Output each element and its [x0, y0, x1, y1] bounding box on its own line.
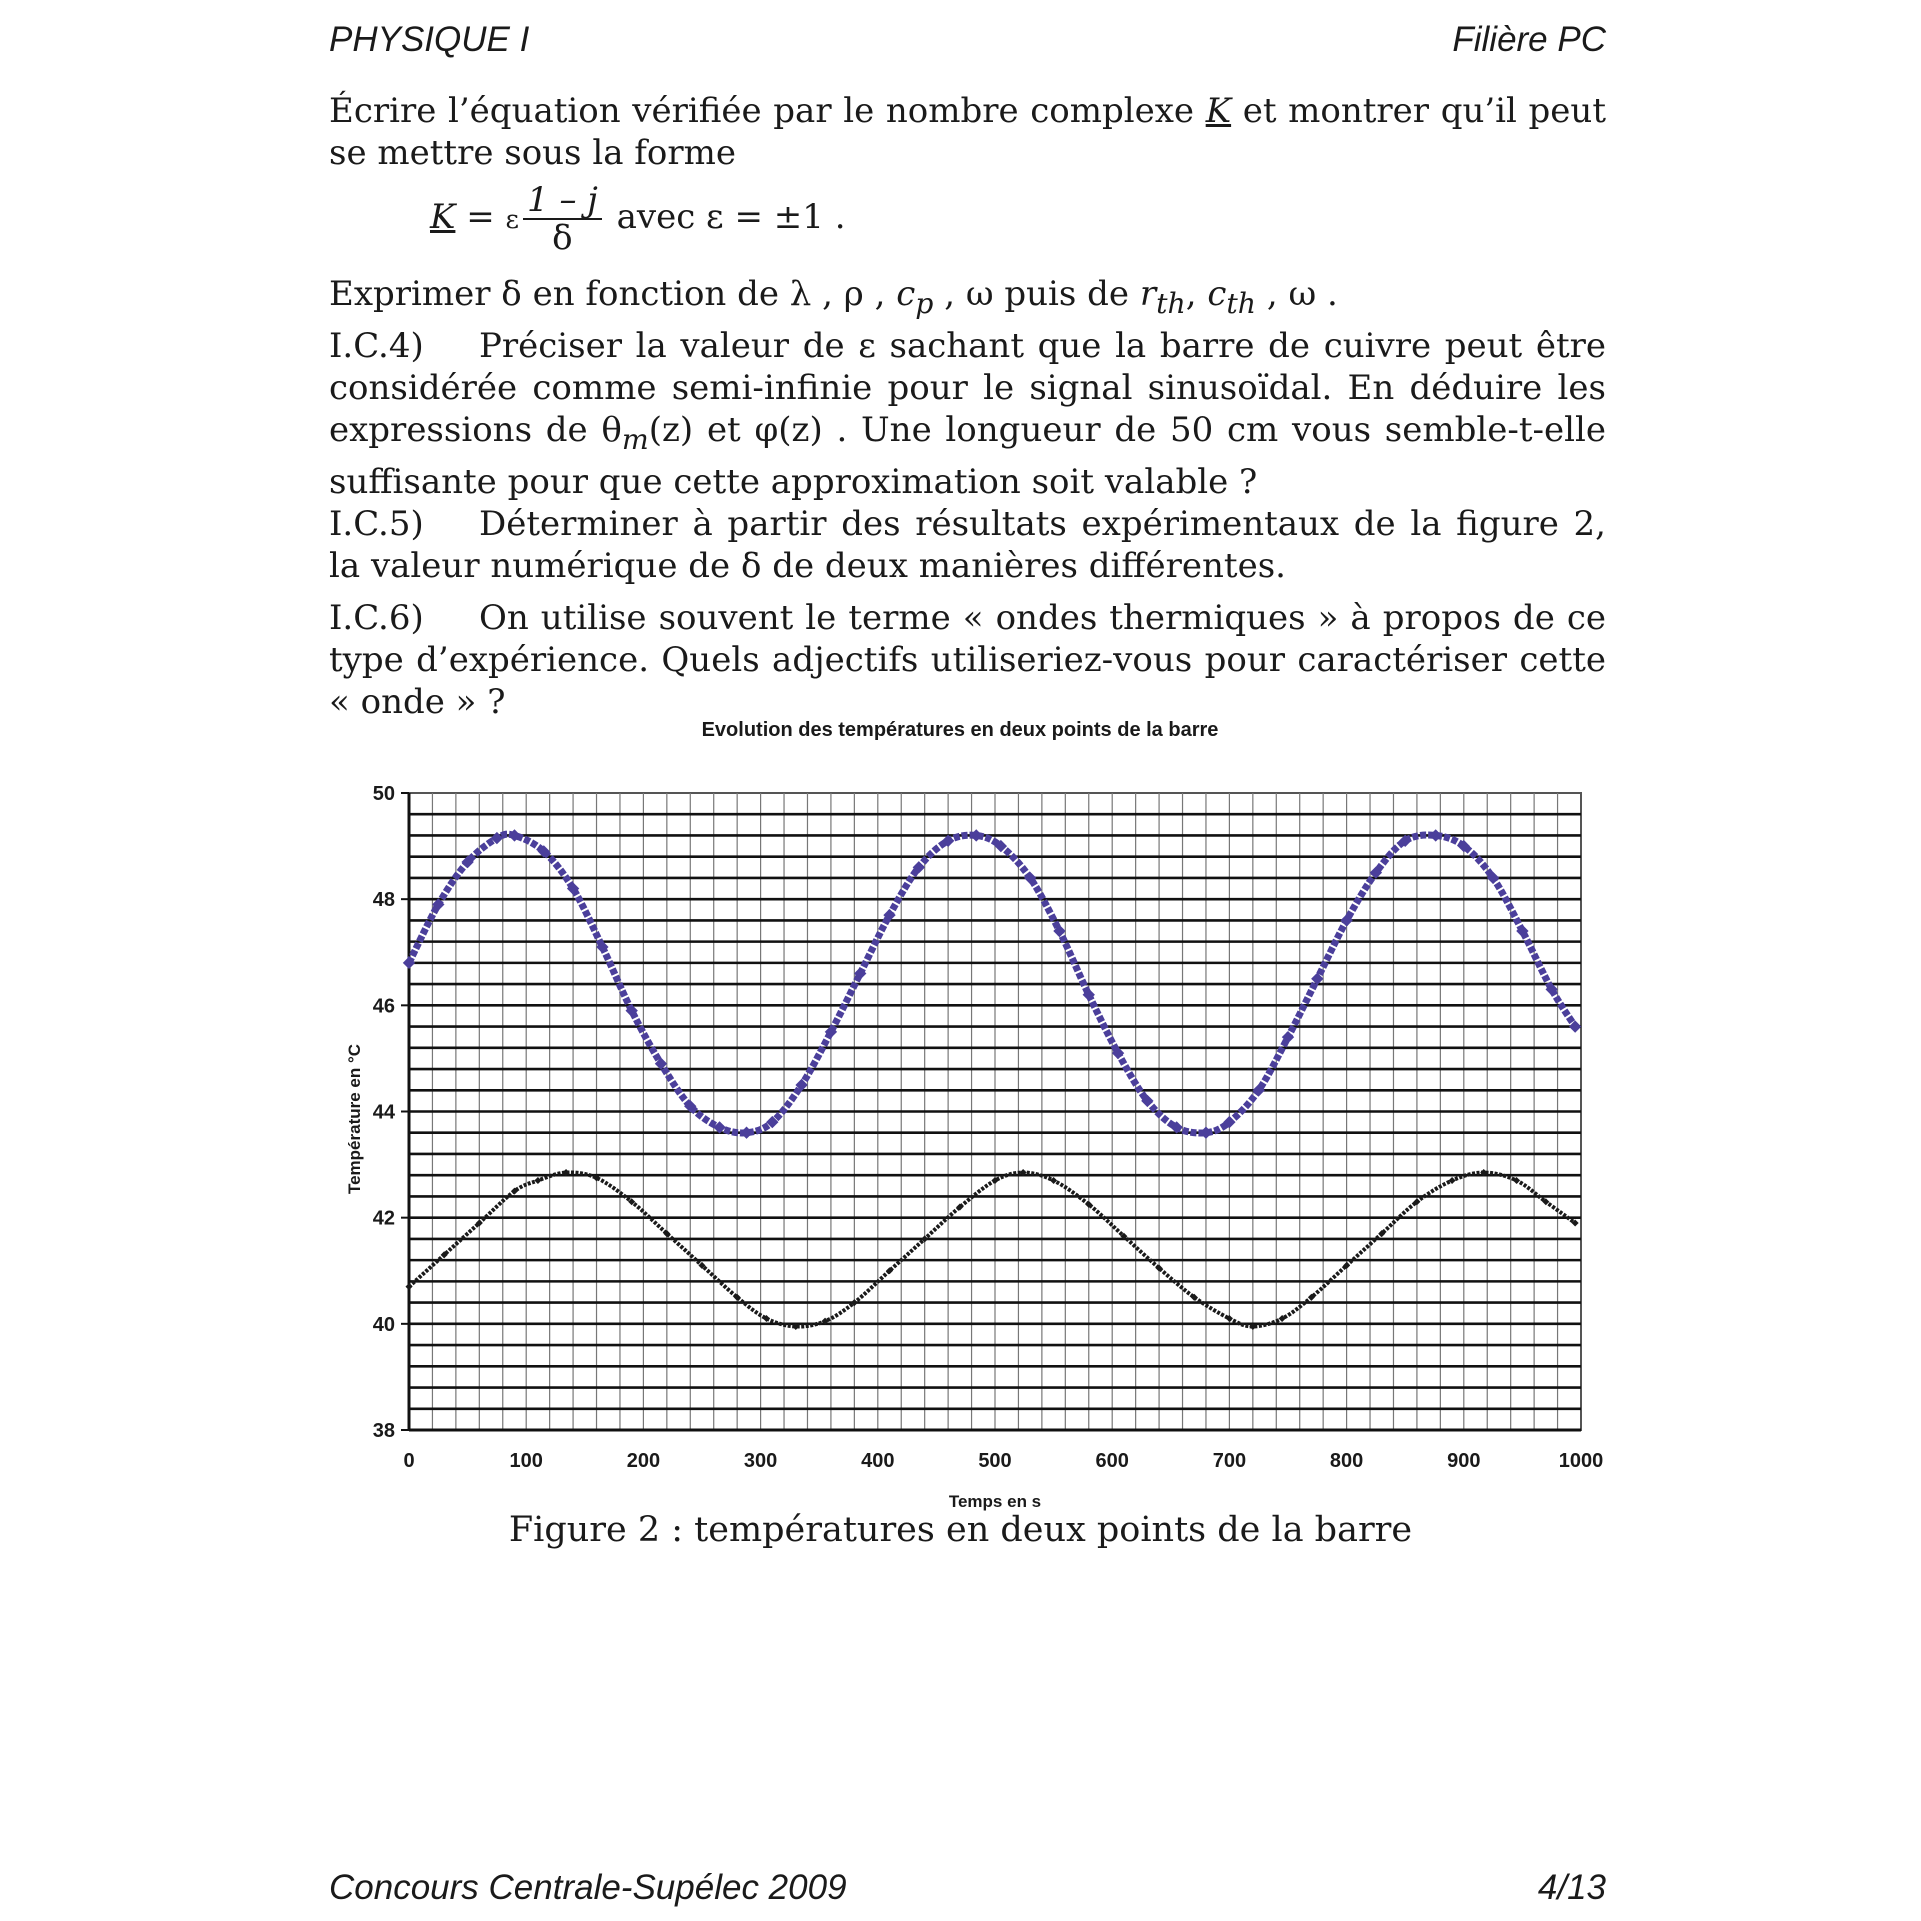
question-5-text: Déterminer à partir des résultats expérimentaux de la figure 2, la valeur numérique de δ de deux manières différentes. [329, 504, 1606, 586]
x-tick-label: 100 [509, 1450, 543, 1472]
paragraph-intro [329, 90, 1606, 174]
y-axis-label: Température en °C [345, 1043, 364, 1195]
var-cth: c [1207, 274, 1227, 314]
y-tick-label: 48 [372, 889, 395, 912]
x-tick-label: 800 [1329, 1450, 1364, 1472]
y-tick-label: 50 [372, 783, 395, 805]
question-5-number: I.C.5) [329, 504, 424, 544]
y-tick-label: 38 [372, 1420, 395, 1442]
x-tick-label: 400 [861, 1450, 895, 1472]
x-tick-label: 900 [1447, 1450, 1481, 1472]
x-tick-label: 200 [626, 1450, 661, 1472]
eq-fraction [523, 182, 602, 256]
y-tick-label: 46 [372, 995, 395, 1018]
var-rth-sub: th [1156, 286, 1186, 320]
question-4-sub: m [621, 422, 649, 456]
y-tick-label: 40 [372, 1313, 395, 1336]
var-cp: c [896, 274, 916, 314]
footer-left: Concours Centrale-Supélec 2009 [329, 1868, 847, 1907]
var-k: K [1205, 91, 1232, 131]
x-tick-label: 500 [978, 1450, 1012, 1472]
header-right: Filière PC [1452, 20, 1606, 59]
var-rth: r [1139, 274, 1157, 314]
figure-caption: Figure 2 : températures en deux points de la barre [508, 1510, 1413, 1550]
delta-text-end: , ω . [1266, 274, 1338, 314]
delta-text-mid: , ω puis de [944, 274, 1130, 314]
eq-epsilon: ε [505, 205, 519, 235]
question-4 [329, 325, 1606, 503]
x-tick-label: 700 [1212, 1450, 1247, 1472]
x-tick-label: 600 [1095, 1450, 1129, 1472]
chart-grid [409, 793, 1581, 1430]
x-tick-label: 0 [403, 1450, 415, 1472]
eq-rest: avec ε = ±1 . [616, 197, 846, 237]
question-6-number: I.C.6) [329, 598, 424, 638]
comma: , [1185, 274, 1197, 314]
question-6-text: On utilise souvent le terme « ondes thermiques » à propos de ce type d’expérience. Quels adjectifs utiliseriez-vous pour caractériser cette « onde » ? [329, 598, 1606, 722]
question-4-text-b: (z) et φ(z) . Une longueur de 50 cm vous semble-t-elle suffisante pour que cette approximation soit valable ? [329, 410, 1606, 502]
equation: K = ε $\frac{1 - j}{\delta}$ avec ε = ±1 . [430, 180, 846, 258]
var-cp-sub: p [915, 286, 934, 320]
footer-right: 4/13 [1537, 1868, 1606, 1907]
intro-text: Écrire l’équation vérifiée par le nombre complexe [329, 91, 1195, 131]
y-tick-label: 42 [372, 1207, 395, 1230]
paragraph-delta [329, 273, 1606, 325]
x-tick-label: 1000 [1558, 1450, 1604, 1472]
question-4-number: I.C.4) [329, 326, 424, 366]
question-4-text-a: Préciser la valeur de ε sachant que la barre de cuivre peut être considérée comme semi-infinie pour le signal sinusoïdal. En déduire les expressions de θ [329, 326, 1606, 450]
y-tick-label: 44 [372, 1101, 395, 1124]
delta-text: Exprimer δ en fonction de λ , ρ , [329, 274, 886, 314]
header-left: PHYSIQUE I [329, 20, 530, 59]
eq-denominator: δ [552, 218, 573, 258]
eq-lhs: K [430, 197, 456, 237]
temperature-chart [0, 700, 1921, 1520]
chart-title: Evolution des températures en deux points de la barre [701, 719, 1219, 741]
intro-text-end: et montrer qu’il peut se mettre sous la forme [329, 91, 1606, 173]
x-axis-label: Temps en s [948, 1492, 1042, 1511]
x-tick-label: 300 [743, 1450, 778, 1472]
question-5 [329, 503, 1606, 587]
eq-numerator: 1 – j [523, 182, 602, 220]
var-cth-sub: th [1226, 286, 1257, 320]
